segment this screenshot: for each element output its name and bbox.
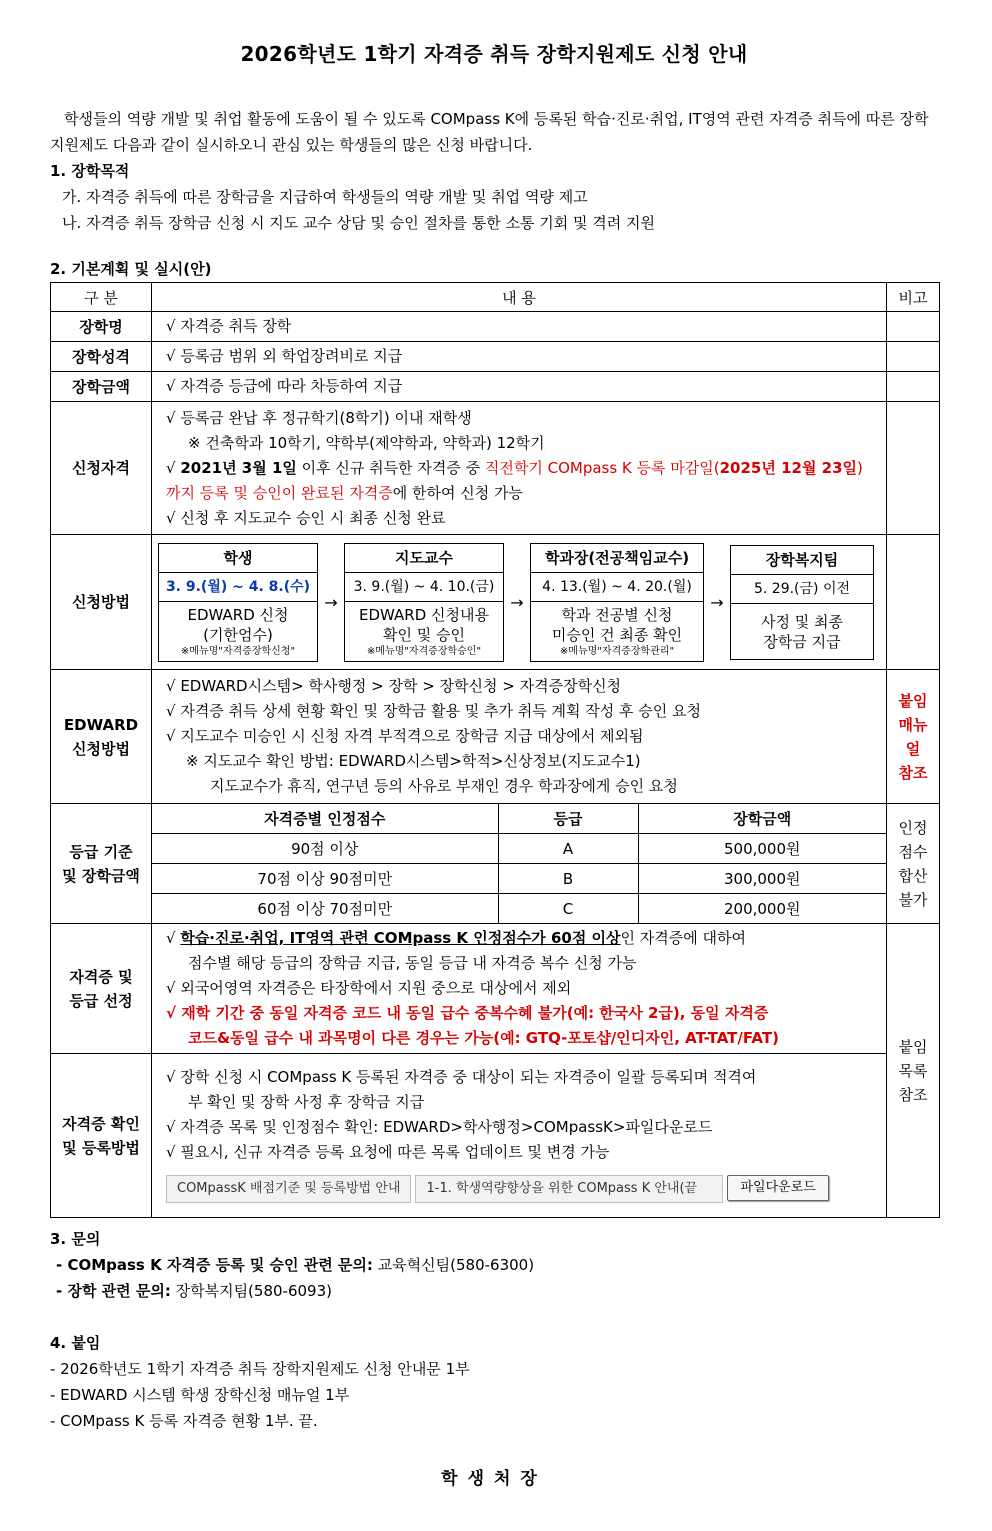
inquiry-item: - 장학 관련 문의: 장학복지팀(580-6093) [56,1282,332,1300]
header-content: 내 용 [152,283,887,312]
grade-row: 90점 이상 A 500,000원 [152,834,886,864]
section-2-heading: 2. 기본계획 및 실시(안) [50,260,212,278]
qual-line-deadline: √ 2021년 3월 1일 이후 신규 취득한 자격증 중 직전학기 COMpass K 등록 마감일(2025년 12월 23일)까지 등록 및 승인이 완료된 자격증에 한하여 신청 가능 [166,458,863,502]
note-no-sum: 인정 점수 합산 불가 [887,804,940,924]
flow-step-department-head: 학과장(전공책임교수) 4. 13.(월) ~ 4. 20.(월) 학과 전공별 신청 미승인 건 최종 확인 ※메뉴명"자격증장학관리" [530,543,704,662]
row-content-grade [152,804,887,924]
issuer-signature: 학생처장 [441,1469,547,1489]
row-label-amount: 장학금액 [51,372,152,402]
row-label-edward: EDWARD 신청방법 [51,670,152,804]
row-content-method [152,535,887,670]
qual-line: ※ 건축학과 10학기, 약학부(제약학과, 약학과) 12학기 [188,433,545,452]
document-title: 2026학년도 1학기 자격증 취득 장학지원제도 신청 안내 [240,42,748,66]
row-content-edward: √ EDWARD시스템> 학사행정 > 장학 > 장학신청 > 자격증장학신청 √ 자격증 취득 상세 현황 확인 및 장학금 활용 및 추가 취득 계획 작성 후 승인 요청 √ 지도교수 미승인 시 신청 자격 부적격으로 장학금 지급 대상에서 제외됨 ※ 지도교수 확인 방법: EDWARD시스템>학적>신상정보(지도교수1) 지도교수가 휴직, 연구년 등의 사유로 부재인 경우 학과장에게 승인 요청 [152,670,887,804]
grade-header: 자격증별 인정점수 [152,804,498,834]
flow-arrow: → [510,592,524,612]
qual-line: √ 신청 후 지도교수 승인 시 최종 신청 완료 [166,508,446,527]
process-flow [152,537,886,668]
grade-header: 장학금액 [638,804,886,834]
section-3-heading: 3. 문의 [50,1230,101,1248]
row-content-nature: √ 등록금 범위 외 학업장려비로 지급 [152,342,887,372]
purpose-item: 가. 자격증 취득에 따른 장학금을 지급하여 학생들의 역량 개발 및 취업 역량 제고 [62,188,588,206]
row-label-register: 자격증 확인 및 등록방법 [51,1054,152,1218]
file-download-button[interactable]: 파일다운로드 [727,1175,828,1201]
compass-guide-file[interactable]: 1-1. 학생역량향상을 위한 COMpass K 안내(끝 [415,1175,723,1203]
flow-step-scholarship-team: 장학복지팀 5. 29.(금) 이전 사정 및 최종 장학금 지급 [730,545,874,660]
plan-table [50,282,940,1218]
compass-guide-label: COMpassK 배점기준 및 등록방법 안내 [166,1175,411,1203]
purpose-item: 나. 자격증 취득 장학금 신청 시 지도 교수 상담 및 승인 절차를 통한 소통 기회 및 격려 지원 [62,214,655,232]
row-label-method: 신청방법 [51,535,152,670]
row-content-register: √ 장학 신청 시 COMpass K 등록된 자격증 중 대상이 되는 자격증이 일괄 등록되며 적격여 부 확인 및 장학 사정 후 장학금 지급 √ 자격증 목록 및 인정점수 확인: EDWARD>학사행정>COMpassK>파일다운로드 √ 필요시, 신규 자격증 등록 요청에 따른 목록 업데이트 및 변경 가능 COMpassK 배점기준 및 등록방법 안내 1-1. 학생역량향상을 위한 COMpass K 안내(끝 파일다운로드 [152,1054,887,1218]
attachment-item: - COMpass K 등록 자격증 현황 1부. 끝. [50,1412,318,1430]
row-label-qualification: 신청자격 [51,402,152,535]
note-attach-list: 붙임 목록 참조 [887,924,940,1218]
row-label-grade: 등급 기준 및 장학금액 [51,804,152,924]
attachment-item: - EDWARD 시스템 학생 장학신청 매뉴얼 1부 [50,1386,350,1404]
grade-table [152,804,886,923]
note-attach-manual: 붙임 매뉴 얼 참조 [887,670,940,804]
qual-line: √ 등록금 완납 후 정규학기(8학기) 이내 재학생 [166,408,472,427]
flow-arrow: → [710,592,724,612]
grade-row: 70점 이상 90점미만 B 300,000원 [152,864,886,894]
attachment-item: - 2026학년도 1학기 자격증 취득 장학지원제도 신청 안내문 1부 [50,1360,470,1378]
flow-arrow: → [324,592,338,612]
row-label-nature: 장학성격 [51,342,152,372]
header-category: 구 분 [51,283,152,312]
grade-header: 등급 [498,804,638,834]
inquiry-item: - COMpass K 자격증 등록 및 승인 관련 문의: 교육혁신팀(580-6300) [56,1256,535,1274]
intro-paragraph: 학생들의 역량 개발 및 취업 활동에 도움이 될 수 있도록 COMpass K에 등록된 학습·진로·취업, IT영역 관련 자격증 취득에 따른 장학지원제도 다음과 같이 실시하오니 관심 있는 학생들의 많은 신청 바랍니다. [50,110,929,154]
row-content-selection: √ 학습·진로·취업, IT영역 관련 COMpass K 인정점수가 60점 이상인 자격증에 대하여 점수별 해당 등급의 장학금 지급, 동일 등급 내 자격증 복수 신청 가능 √ 외국어영역 자격증은 타장학에서 지원 중으로 대상에서 제외 √ 재학 기간 중 동일 자격증 코드 내 동일 급수 중복수혜 불가(예: 한국사 2급), 동일 자격증 코드&동일 급수 내 과목명이 다른 경우는 가능(예: GTQ-포토샵/인디자인, AT-TAT/FAT) [152,924,887,1054]
section-4-heading: 4. 붙임 [50,1334,101,1352]
header-note: 비고 [887,283,940,312]
row-label-name: 장학명 [51,312,152,342]
section-1-heading: 1. 장학목적 [50,162,130,180]
grade-row: 60점 이상 70점미만 C 200,000원 [152,894,886,924]
row-content-name: √ 자격증 취득 장학 [152,312,887,342]
flow-step-student: 학생 3. 9.(월) ~ 4. 8.(수) EDWARD 신청 (기한엄수) ※메뉴명"자격증장학신청" [158,543,318,662]
row-content-amount: √ 자격증 등급에 따라 차등하여 지급 [152,372,887,402]
flow-step-advisor: 지도교수 3. 9.(월) ~ 4. 10.(금) EDWARD 신청내용 확인 및 승인 ※메뉴명"자격증장학승인" [344,543,504,662]
row-content-qualification [152,402,887,535]
row-label-selection: 자격증 및 등급 선정 [51,924,152,1054]
download-bar [166,1175,876,1203]
